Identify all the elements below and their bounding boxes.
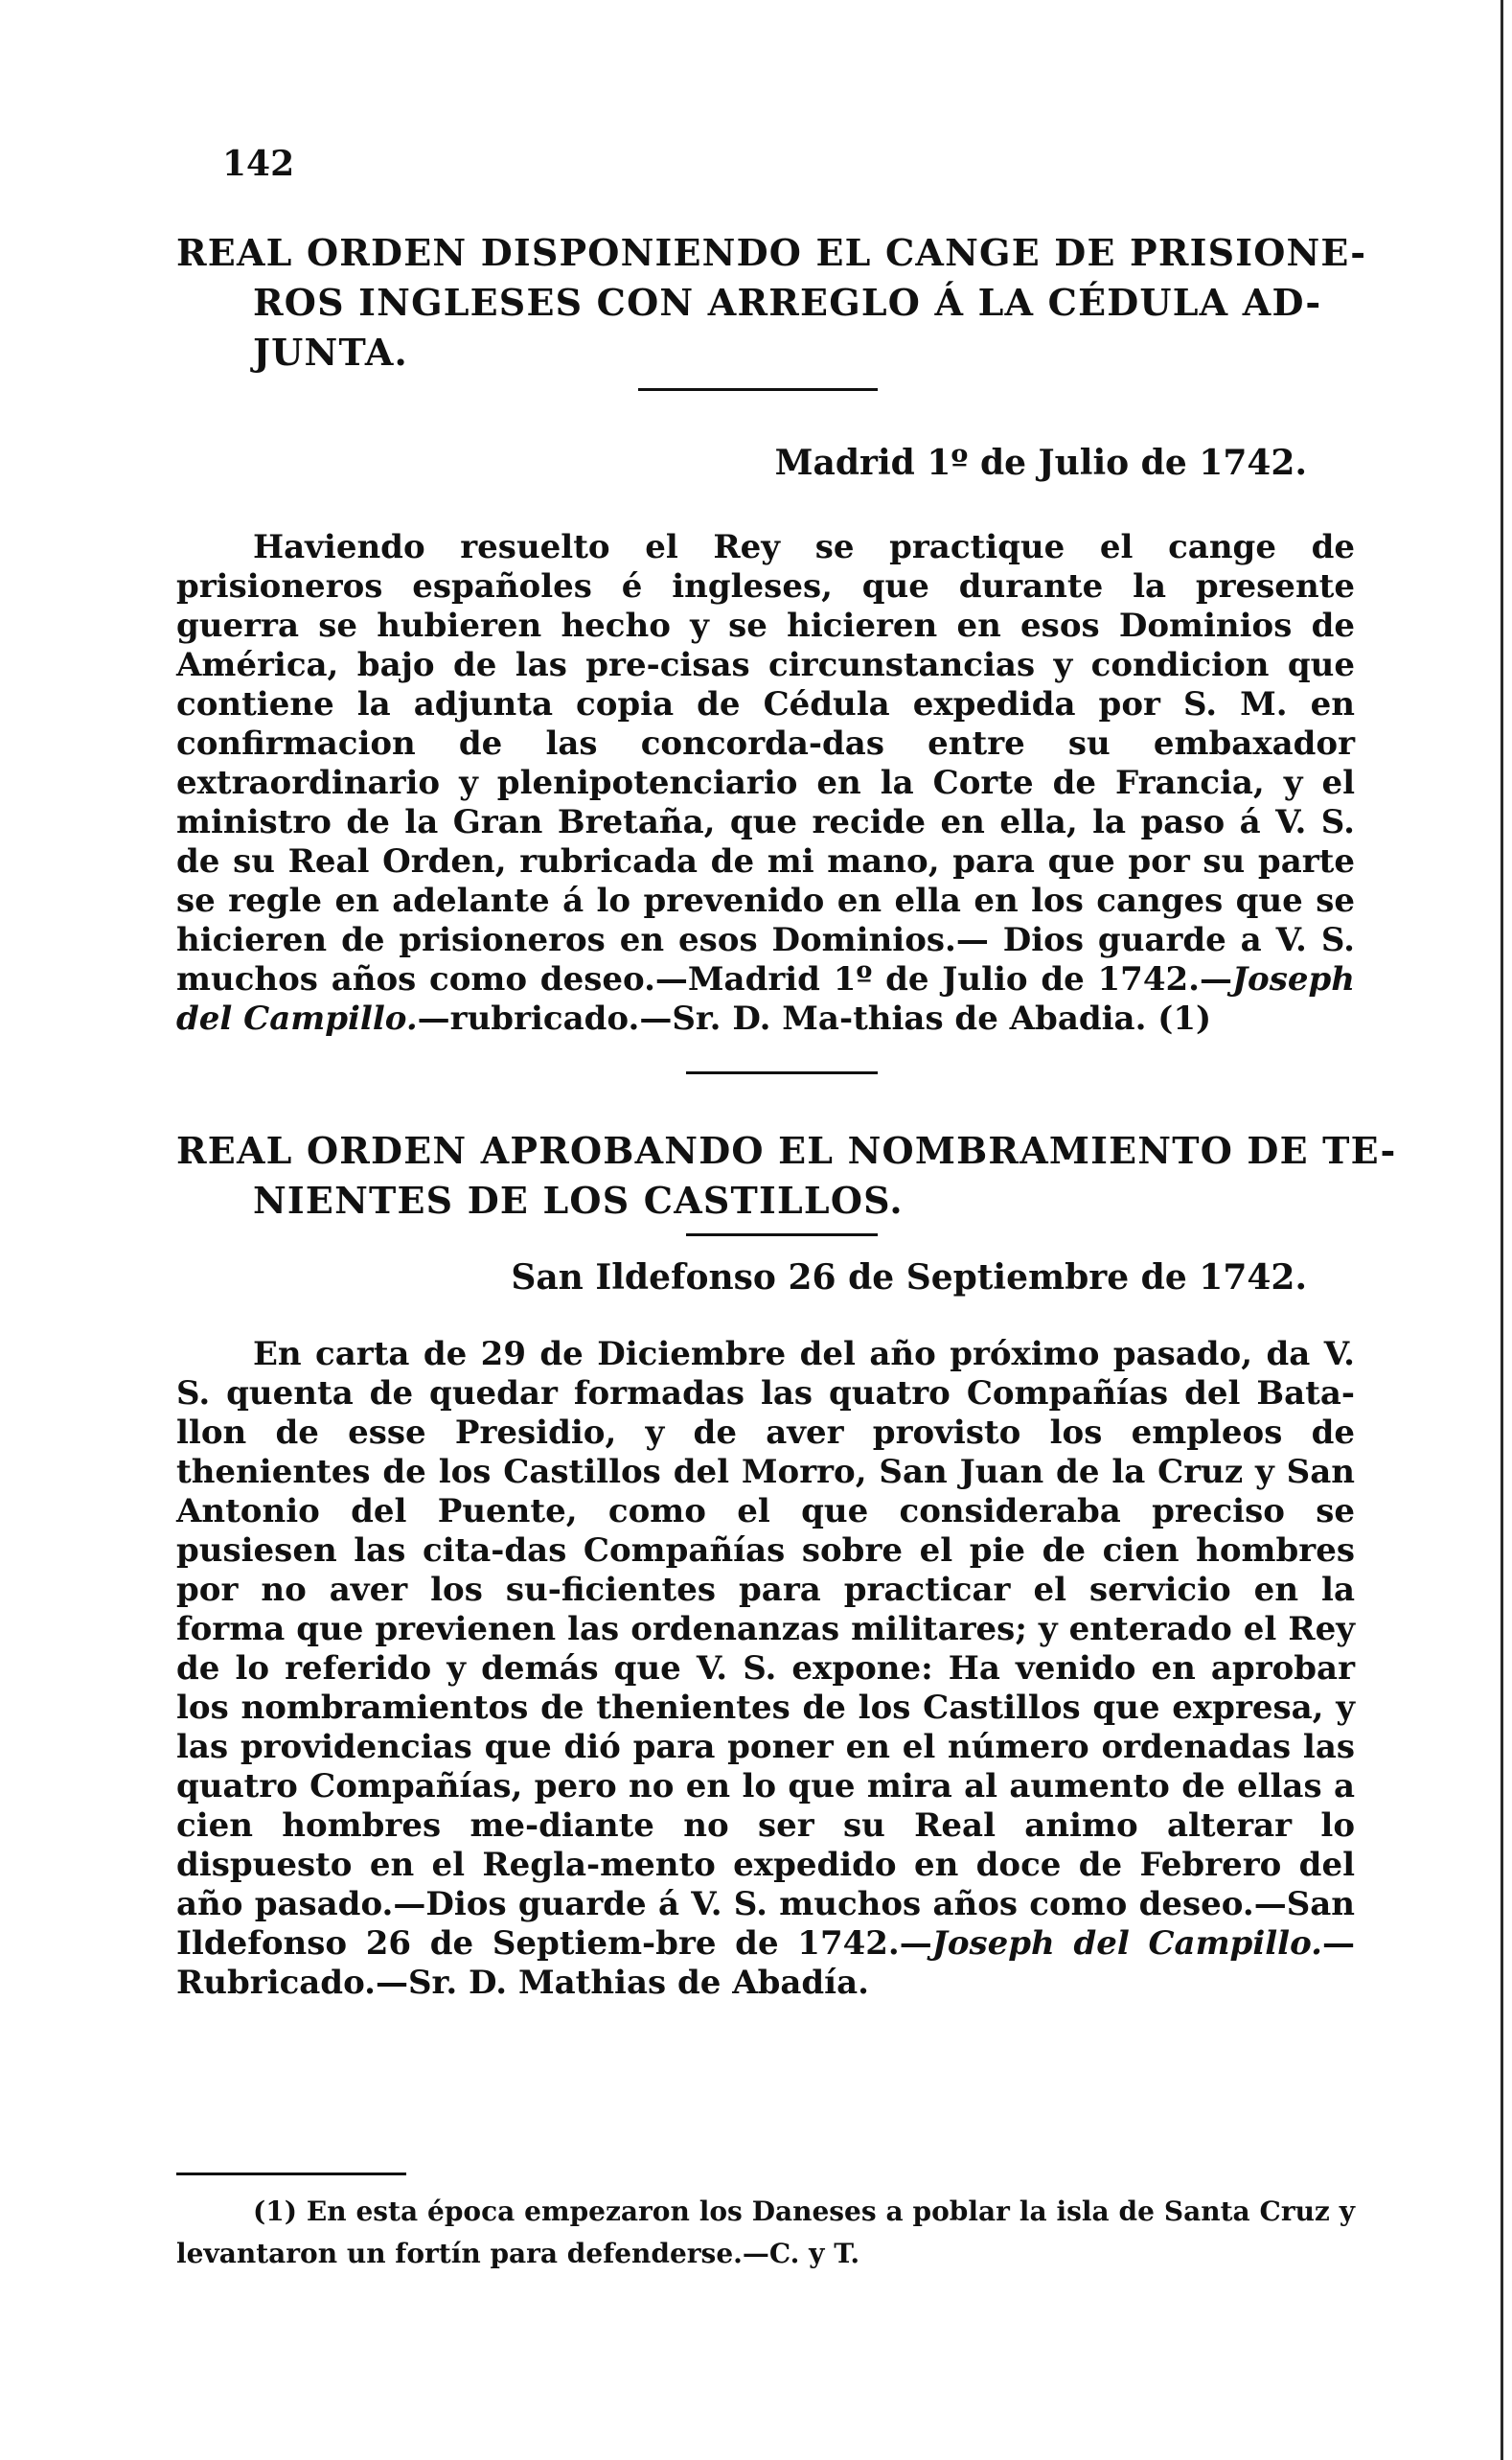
- section2-body-closing: —Rubricado.—Sr. D. Mathias de Abadía.: [176, 1924, 1355, 2002]
- section1-title: REAL ORDEN DISPONIENDO EL CANGE DE PRISIONE-ROS INGLESES CON ARREGLO Á LA CÉDULA AD-JUNTA.: [176, 231, 1367, 374]
- section1-date: Madrid 1º de Julio de 1742.: [774, 443, 1307, 483]
- section2-signature: Joseph del Campillo.: [931, 1924, 1322, 1963]
- section1-body-closing: —rubricado.—Sr. D. Ma-thias de Abadia. (1): [417, 1000, 1212, 1038]
- footnote-rule: [176, 2173, 406, 2175]
- section2-date: San Ildefonso 26 de Septiembre de 1742.: [511, 1257, 1307, 1298]
- section2-body-text: En carta de 29 de Diciembre del año próximo pasado, da V. S. quenta de quedar formadas las quatro Compañías del Bata-llon de esse Presidio, y de aver provisto los empleos de thenientes de los Castillos del Morro, San Juan de la Cruz y San Antonio del Puente, como el que consideraba preciso se pusiesen las cita-das Compañías sobre el pie de cien hombres por no aver los su-ficientes para practicar el servicio en la forma que previenen las ordenanzas militares; y enterado el Rey de lo referido y demás que V. S. expone: Ha venido en aprobar los nombramientos de thenientes de los Castillos que expresa, y las providencias que dió para poner en el número ordenadas las quatro Compañías, pero no en lo que mira al aumento de ellas a cien hombres me-diante no ser su Real animo alterar lo dispuesto en el Regla-mento expedido en doce de Febrero del año pasado.—Dios guarde á V. S. muchos años como deseo.—San Ildefonso 26 de Septiem-bre de 1742.—: [176, 1335, 1355, 1963]
- section1-body-text: Haviendo resuelto el Rey se practique el cange de prisioneros españoles é ingleses, que durante la presente guerra se hubieren hecho y se hicieren en esos Dominios de América, bajo de las pre-cisas circunstancias y condicion que contiene la adjunta copia de Cédula expedida por S. M. en confirmacion de las concorda-das entre su embaxador extraordinario y plenipotenciario en la Corte de Francia, y el ministro de la Gran Bretaña, que recide en ella, la paso á V. S. de su Real Orden, rubricada de mi mano, para que por su parte se regle en adelante á lo prevenido en ella en los canges que se hicieren de prisioneros en esos Dominios.— Dios guarde a V. S. muchos años como deseo.—Madrid 1º de Julio de 1742.—: [176, 528, 1355, 999]
- section2-title-rule: [686, 1233, 878, 1236]
- section2-title: REAL ORDEN APROBANDO EL NOMBRAMIENTO DE TE-NIENTES DE LOS CASTILLOS.: [176, 1129, 1397, 1222]
- section1-body: [176, 528, 1355, 1039]
- section1-signature: Joseph del Campillo.: [176, 960, 1355, 1038]
- page-edge: [1501, 0, 1503, 2460]
- section2-body: [176, 1335, 1355, 2003]
- section-divider: [686, 1071, 878, 1074]
- footnote: (1) En esta época empezaron los Daneses a poblar la isla de Santa Cruz y levantaron un fortín para defenderse.—C. y T.: [176, 2196, 1355, 2269]
- page-number: 142: [222, 144, 295, 184]
- section1-title-rule: [638, 388, 878, 391]
